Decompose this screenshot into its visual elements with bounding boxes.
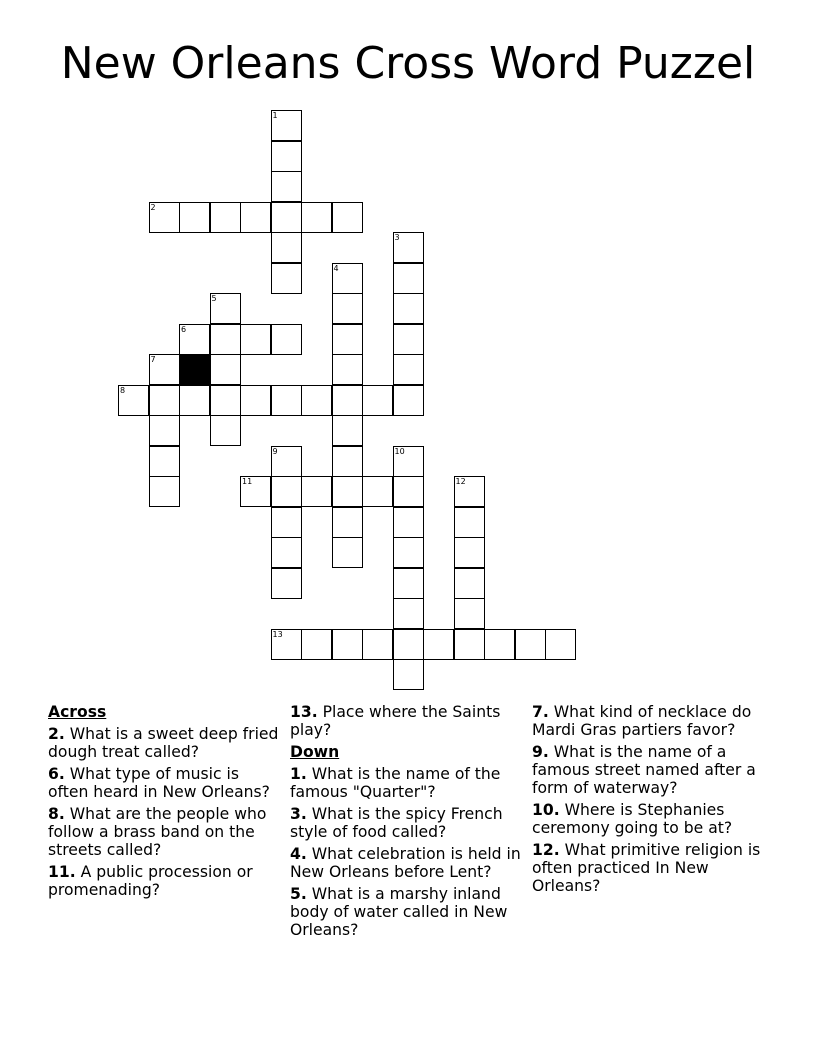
grid-cell[interactable] xyxy=(454,476,485,507)
clue-across-11: 11. A public procession or promenading? xyxy=(48,863,253,899)
grid-cell[interactable] xyxy=(423,629,454,660)
grid-cell[interactable] xyxy=(271,507,302,538)
grid-cell[interactable] xyxy=(393,568,424,599)
grid-cell[interactable] xyxy=(393,659,424,690)
grid-cell[interactable] xyxy=(271,171,302,202)
grid-cell[interactable] xyxy=(332,476,363,507)
grid-cell[interactable] xyxy=(301,476,332,507)
grid-cell[interactable] xyxy=(271,568,302,599)
clue-down-4: 4. What celebration is held in New Orleans before Lent? xyxy=(290,845,521,881)
clue-across-2: 2. What is a sweet deep fried dough treat called? xyxy=(48,725,279,761)
grid-cell[interactable] xyxy=(332,537,363,568)
grid-cell[interactable] xyxy=(179,324,210,355)
clue-down-7: 7. What kind of necklace do Mardi Gras partiers favor? xyxy=(532,703,752,739)
grid-cell[interactable] xyxy=(332,629,363,660)
grid-cell[interactable] xyxy=(393,293,424,324)
grid-cell[interactable] xyxy=(454,507,485,538)
clue-across-6: 6. What type of music is often heard in New Orleans? xyxy=(48,765,270,801)
grid-cell[interactable] xyxy=(393,232,424,263)
grid-cell[interactable] xyxy=(149,202,180,233)
grid-black-cell xyxy=(179,354,210,385)
grid-cell[interactable] xyxy=(362,476,393,507)
grid-cell[interactable] xyxy=(149,354,180,385)
grid-cell[interactable] xyxy=(210,354,241,385)
grid-cell[interactable] xyxy=(393,446,424,477)
grid-cell[interactable] xyxy=(301,629,332,660)
clue-down-1: 1. What is the name of the famous "Quarter"? xyxy=(290,765,501,801)
grid-cell[interactable] xyxy=(149,415,180,446)
grid-cell[interactable] xyxy=(393,385,424,416)
grid-cell[interactable] xyxy=(454,568,485,599)
grid-cell[interactable] xyxy=(271,324,302,355)
grid-cell[interactable] xyxy=(332,507,363,538)
grid-cell[interactable] xyxy=(240,202,271,233)
clue-number: 11 xyxy=(242,477,253,486)
grid-cell[interactable] xyxy=(332,385,363,416)
grid-cell[interactable] xyxy=(484,629,515,660)
grid-cell[interactable] xyxy=(118,385,149,416)
clue-down-10: 10. Where is Stephanies ceremony going to be at? xyxy=(532,801,733,837)
grid-cell[interactable] xyxy=(179,202,210,233)
grid-cell[interactable] xyxy=(393,476,424,507)
grid-cell[interactable] xyxy=(271,629,302,660)
grid-cell[interactable] xyxy=(393,263,424,294)
grid-cell[interactable] xyxy=(332,293,363,324)
clue-number: 10 xyxy=(394,446,405,456)
grid-cell[interactable] xyxy=(149,446,180,477)
clue-number: 8 xyxy=(120,385,126,395)
clue-number: 9 xyxy=(272,446,278,456)
clue-down-12: 12. What primitive religion is often practiced In New Orleans? xyxy=(532,841,761,895)
grid-cell[interactable] xyxy=(332,324,363,355)
grid-cell[interactable] xyxy=(362,629,393,660)
grid-cell[interactable] xyxy=(393,507,424,538)
clue-number: 1 xyxy=(272,111,278,120)
grid-cell[interactable] xyxy=(271,110,302,141)
grid-cell[interactable] xyxy=(271,202,302,233)
clue-number: 3 xyxy=(394,233,400,242)
grid-cell[interactable] xyxy=(301,202,332,233)
grid-cell[interactable] xyxy=(149,476,180,507)
grid-cell[interactable] xyxy=(393,324,424,355)
grid-cell[interactable] xyxy=(393,354,424,385)
clue-across-8: 8. What are the people who follow a brass band on the streets called? xyxy=(48,805,267,859)
grid-cell[interactable] xyxy=(332,446,363,477)
clue-down-9: 9. What is the name of a famous street named after a form of waterway? xyxy=(532,743,756,797)
grid-cell[interactable] xyxy=(210,202,241,233)
page-title: New Orleans Cross Word Puzzel xyxy=(60,38,756,89)
grid-cell[interactable] xyxy=(179,385,210,416)
grid-cell[interactable] xyxy=(545,629,576,660)
grid-cell[interactable] xyxy=(240,324,271,355)
grid-cell[interactable] xyxy=(301,385,332,416)
grid-cell[interactable] xyxy=(332,202,363,233)
clue-down-5: 5. What is a marshy inland body of water called in New Orleans? xyxy=(290,885,508,939)
grid-cell[interactable] xyxy=(393,598,424,629)
clue-number: 5 xyxy=(211,294,217,303)
grid-cell[interactable] xyxy=(271,537,302,568)
grid-cell[interactable] xyxy=(271,385,302,416)
grid-cell[interactable] xyxy=(271,263,302,294)
across-heading: Across xyxy=(48,703,107,721)
clue-number: 6 xyxy=(181,324,187,334)
clue-number: 13 xyxy=(272,629,283,639)
grid-cell[interactable] xyxy=(332,354,363,385)
clues-column-1 xyxy=(48,703,284,903)
clue-across-13: 13. Place where the Saints play? xyxy=(290,703,501,739)
clue-number: 2 xyxy=(150,202,156,212)
grid-cell[interactable] xyxy=(454,598,485,629)
grid-cell[interactable] xyxy=(210,385,241,416)
grid-cell[interactable] xyxy=(210,415,241,446)
grid-cell[interactable] xyxy=(271,141,302,172)
grid-cell[interactable] xyxy=(454,537,485,568)
clue-number: 7 xyxy=(150,355,156,364)
clues-column-3 xyxy=(532,703,768,899)
grid-cell[interactable] xyxy=(210,324,241,355)
down-heading: Down xyxy=(290,743,340,761)
clue-number: 4 xyxy=(333,263,339,273)
grid-cell[interactable] xyxy=(149,385,180,416)
grid-cell[interactable] xyxy=(271,476,302,507)
grid-cell[interactable] xyxy=(454,629,485,660)
grid-cell[interactable] xyxy=(393,537,424,568)
clues-column-2 xyxy=(290,703,526,943)
grid-cell[interactable] xyxy=(210,293,241,324)
clue-number: 12 xyxy=(455,477,466,486)
grid-cell[interactable] xyxy=(393,629,424,660)
grid-cell[interactable] xyxy=(332,415,363,446)
grid-cell[interactable] xyxy=(240,385,271,416)
grid-cell[interactable] xyxy=(271,446,302,477)
grid-cell[interactable] xyxy=(362,385,393,416)
grid-cell[interactable] xyxy=(515,629,546,660)
grid-cell[interactable] xyxy=(271,232,302,263)
grid-cell[interactable] xyxy=(332,263,363,294)
grid-cell[interactable] xyxy=(240,476,271,507)
clue-down-3: 3. What is the spicy French style of food called? xyxy=(290,805,503,841)
